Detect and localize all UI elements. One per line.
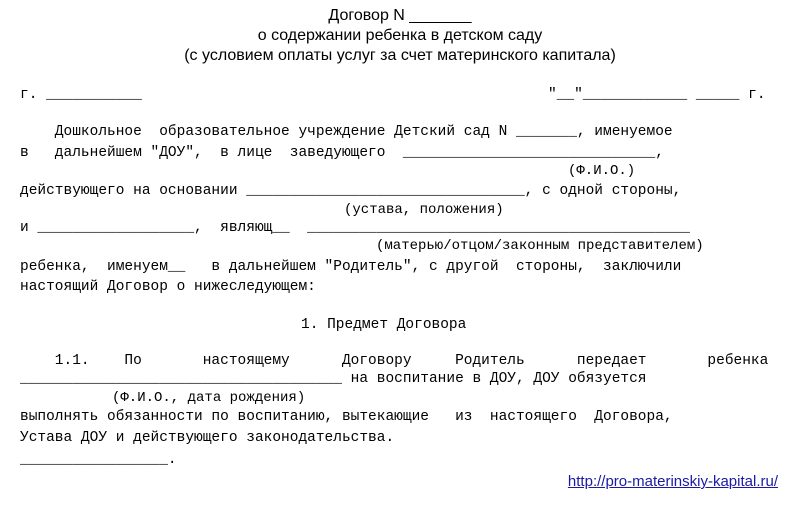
place-field: г. ___________: [20, 87, 142, 103]
hint-representative: (матерью/отцом/законным представителем): [376, 238, 704, 254]
clause-line-3: выполнять обязанности по воспитанию, вытекающие из настоящего Договора,: [20, 409, 673, 425]
contract-subtitle: о содержании ребенка в детском саду: [257, 27, 543, 44]
hint-charter: (устава, положения): [344, 202, 504, 218]
clause-line-1: 1.1. По настоящему Договору Родитель передает ребенка: [20, 353, 769, 369]
source-link[interactable]: http://pro-materinskiy-kapital.ru/: [567, 473, 778, 490]
hint-child-name: (Ф.И.О., дата рождения): [112, 390, 306, 406]
contract-title: Договор N _______: [328, 7, 472, 24]
clause-line-4: Устава ДОУ и действующего законодательства.: [20, 430, 395, 446]
hint-fio: (Ф.И.О.): [568, 163, 636, 179]
intro-line-6: настоящий Договор о нижеследующем:: [20, 279, 316, 295]
intro-line-1: Дошкольное образовательное учреждение Детский сад N _______, именуемое: [20, 124, 673, 140]
intro-line-5: ребенка, именуем__ в дальнейшем "Родитель", с другой стороны, заключили: [20, 259, 682, 275]
contract-subtitle-condition: (с условием оплаты услуг за счет материнского капитала): [184, 47, 616, 64]
date-field: "__"____________ _____ г.: [548, 87, 766, 103]
intro-line-4: и __________________, являющ__ ____________________________________________: [20, 220, 691, 236]
intro-line-3: действующего на основании ________________________________, с одной стороны,: [20, 183, 682, 199]
section-heading: 1. Предмет Договора: [301, 317, 467, 333]
clause-line-5: _________________.: [20, 452, 177, 468]
intro-line-2: в дальнейшем "ДОУ", в лице заведующего _____________________________,: [20, 145, 664, 161]
clause-line-2: _____________________________________ на воспитание в ДОУ, ДОУ обязуется: [20, 371, 647, 387]
